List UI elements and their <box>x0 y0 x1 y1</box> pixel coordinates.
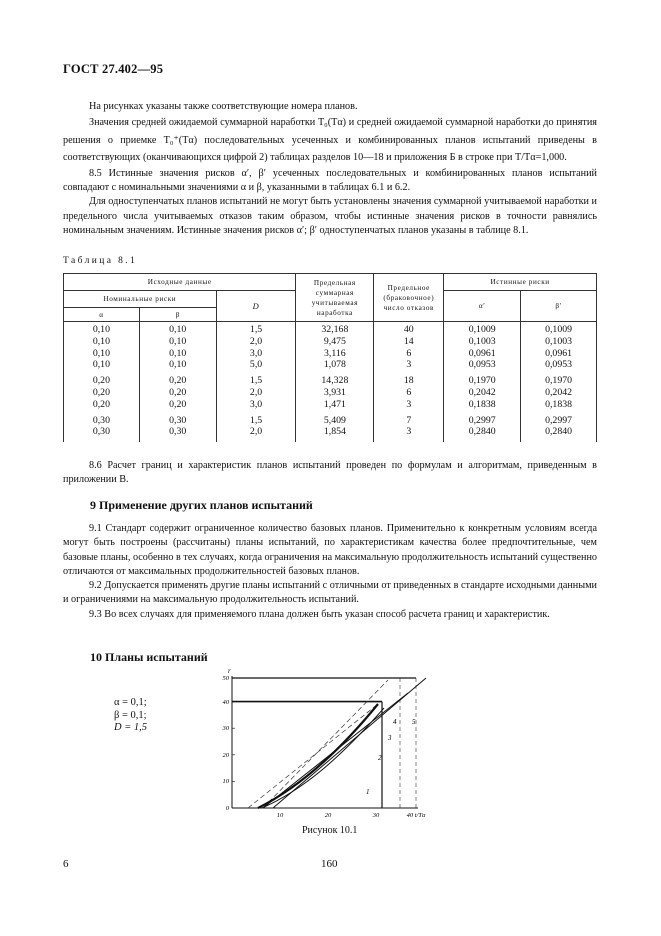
cell-alpha: 0,20 <box>92 398 110 410</box>
table-caption: Таблица 8.1 <box>63 256 138 266</box>
y-tick-0: 0 <box>225 805 229 812</box>
cell-alpha-t: 0,2997 <box>468 414 496 426</box>
y-tick-50: 50 <box>222 675 229 682</box>
th-beta: β <box>139 308 216 322</box>
cell-time: 3,116 <box>324 347 346 359</box>
y-tick-40: 40 <box>222 699 229 706</box>
cell-beta-t: 0,1009 <box>545 324 573 335</box>
cell-fail: 6 <box>406 386 412 398</box>
cell-beta-t: 0,0961 <box>545 347 573 359</box>
para-9-1: 9.1 Стандарт содержит ограниченное количество базовых планов. Применительно к конкретным условиям всегда могут быть построены (рассчитаны) планы испытаний, по характеристикам качества более предпочтительные, чем базовые планы, особенно в тех случаях, когда ограничения на максимальную продолжительность испытаний существенно отличаются от максимальных продолжительностей базовых планов. <box>63 523 597 577</box>
cell-fail: 3 <box>406 426 412 438</box>
cell-beta: 0,20 <box>169 386 187 398</box>
cell-fail: 7 <box>406 414 412 426</box>
plan-parameters <box>114 697 147 735</box>
cell-fail: 3 <box>406 398 412 410</box>
cell-alpha-t: 0,1970 <box>468 375 496 387</box>
col-limit-failures <box>374 322 444 443</box>
cell-beta: 0,10 <box>169 359 187 371</box>
intro-para-1: На рисунках указаны также соответствующие номера планов. <box>89 101 358 112</box>
cell-alpha: 0,10 <box>92 335 110 347</box>
cell-time: 14,328 <box>321 375 349 387</box>
th-source-data: Исходные данные <box>64 274 296 291</box>
section-10-title: 10 Планы испытаний <box>90 650 208 664</box>
cell-beta: 0,10 <box>169 324 187 335</box>
th-true-risks: Истинные риски <box>444 274 597 291</box>
cell-beta-t: 0,1838 <box>545 398 573 410</box>
cell-beta: 0,10 <box>169 347 187 359</box>
th-limit-failures: Предельное (браковочное) число отказов <box>374 274 444 322</box>
cell-alpha-t: 0,2840 <box>468 426 496 438</box>
page-number-center: 160 <box>321 858 338 870</box>
curve-label-2: 2 <box>378 754 382 762</box>
curve-label-5: 5 <box>412 718 416 726</box>
y-axis-label: r <box>228 668 231 675</box>
cell-alpha-t: 0,1003 <box>468 335 496 347</box>
cell-D: 5,0 <box>249 359 263 371</box>
cell-D: 1,5 <box>249 375 263 387</box>
x-tick-20: 20 <box>324 812 332 818</box>
cell-beta-t: 0,1970 <box>545 375 573 387</box>
cell-beta-t: 0,1003 <box>545 335 573 347</box>
x-tick-10: 10 <box>276 812 284 818</box>
intro-block <box>63 100 597 238</box>
curve-label-1: 1 <box>366 788 370 796</box>
cell-fail: 18 <box>403 375 414 387</box>
th-beta-true: β′ <box>521 291 597 322</box>
intro-para-3: 8.5 Истинные значения рисков α′, β′ усеченных последовательных и комбинированных планов испытаний совпадают с номинальными значениями α и β, указанными в таблицах 6.1 и 6.2. <box>63 167 597 194</box>
cell-beta: 0,30 <box>169 414 187 426</box>
cell-beta-t: 0,0953 <box>545 359 573 371</box>
cell-time: 32,168 <box>321 324 349 335</box>
x-axis-label: 40 t/Tα <box>406 812 426 818</box>
cell-D: 3,0 <box>249 398 263 410</box>
cell-fail: 40 <box>403 324 414 335</box>
cell-alpha-t: 0,1009 <box>468 324 496 335</box>
cell-time: 1,471 <box>323 398 346 410</box>
cell-D: 2,0 <box>249 335 263 347</box>
y-tick-20: 20 <box>222 752 229 759</box>
cell-beta: 0,30 <box>169 426 187 438</box>
cell-alpha: 0,10 <box>92 324 110 335</box>
cell-D: 3,0 <box>249 347 263 359</box>
cell-D: 1,5 <box>249 324 263 335</box>
document-header: ГОСТ 27.402—95 <box>63 62 164 76</box>
section-9-body <box>63 522 597 622</box>
table-8-1 <box>63 273 597 442</box>
param-beta: β = 0,1; <box>114 709 147 721</box>
para-8-6: 8.6 Расчет границ и характеристик планов испытаний проведен по формулам и алгоритмам, приведенным в приложении В. <box>63 460 597 486</box>
cell-alpha: 0,20 <box>92 386 110 398</box>
cell-alpha: 0,30 <box>92 426 110 438</box>
cell-alpha: 0,10 <box>92 347 110 359</box>
cell-alpha: 0,20 <box>92 375 110 387</box>
figure-10-1 <box>218 668 448 818</box>
col-alpha-true <box>444 322 521 443</box>
th-nominal-risks: Номинальные риски <box>64 291 217 308</box>
para-9-2: 9.2 Допускается применять другие планы испытаний с отличными от приведенных в стандарте исходными данными и ограничениями на максимальную продолжительность испытаний. <box>63 580 597 606</box>
th-alpha-true: α′ <box>444 291 521 322</box>
cell-beta: 0,10 <box>169 335 187 347</box>
col-d <box>216 322 296 443</box>
cell-time: 1,078 <box>323 359 346 371</box>
para-8-6-block <box>63 459 597 488</box>
page-number-left: 6 <box>63 858 69 870</box>
col-beta-true <box>521 322 597 443</box>
x-tick-30: 30 <box>372 812 380 818</box>
cell-alpha-t: 0,0961 <box>468 347 496 359</box>
col-limit-time <box>296 322 374 443</box>
cell-fail: 3 <box>406 359 412 371</box>
cell-alpha-t: 0,1838 <box>468 398 496 410</box>
cell-time: 9,475 <box>323 335 346 347</box>
para-9-3: 9.3 Во всех случаях для применяемого плана должен быть указан способ расчета границ и характеристик. <box>89 608 550 620</box>
cell-D: 2,0 <box>249 386 263 398</box>
cell-D: 1,5 <box>249 414 263 426</box>
cell-beta-t: 0,2997 <box>545 414 573 426</box>
section-9-title: 9 Применение других планов испытаний <box>90 498 313 512</box>
cell-alpha-t: 0,2042 <box>468 386 496 398</box>
y-tick-10: 10 <box>222 778 229 785</box>
cell-D: 2,0 <box>249 426 263 438</box>
col-alpha <box>64 322 140 443</box>
param-alpha: α = 0,1; <box>114 697 147 708</box>
cell-time: 3,931 <box>323 386 346 398</box>
cell-alpha-t: 0,0953 <box>468 359 496 371</box>
cell-time: 5,409 <box>323 414 346 426</box>
cell-beta-t: 0,2042 <box>545 386 573 398</box>
figure-caption: Рисунок 10.1 <box>302 825 358 836</box>
col-beta <box>139 322 216 443</box>
param-d: D = 1,5 <box>114 722 148 733</box>
cell-fail: 6 <box>406 347 412 359</box>
intro-para-4: Для одноступенчатых планов испытаний не могут быть установлены значения суммарной учитываемой наработки и предельного числа учитываемых отказов таким образом, чтобы истинные значения рисков в точности равнялись номинальным значениям. Истинные значения рисков α′; β′ одноступенчатых планов указаны в таблице 8.1. <box>63 196 597 236</box>
y-tick-30: 30 <box>222 725 229 732</box>
th-d: D <box>216 291 296 322</box>
cell-beta: 0,20 <box>169 398 187 410</box>
curve-label-3: 3 <box>388 734 392 742</box>
curve-label-4: 4 <box>393 718 397 726</box>
cell-beta: 0,20 <box>169 375 187 387</box>
cell-fail: 14 <box>403 335 414 347</box>
cell-alpha: 0,30 <box>92 414 110 426</box>
cell-time: 1,854 <box>323 426 346 438</box>
cell-beta-t: 0,2840 <box>545 426 573 438</box>
cell-alpha: 0,10 <box>92 359 110 371</box>
intro-para-2: Значения средней ожидаемой суммарной наработки T₀(Tα) и средней ожидаемой суммарной наработки до принятия решения о приемке T₀⁺(Tα) последовательных усеченных и комбинированных планов испытаний приведены в соответствующих (оканчивающихся цифрой 2) таблицах разделов 10—18 и приложения Б в строке при T/Tα=1,000. <box>63 117 597 164</box>
th-alpha: α <box>64 308 140 322</box>
th-limit-time: Предельная суммарная учитываемая наработка <box>296 274 374 322</box>
